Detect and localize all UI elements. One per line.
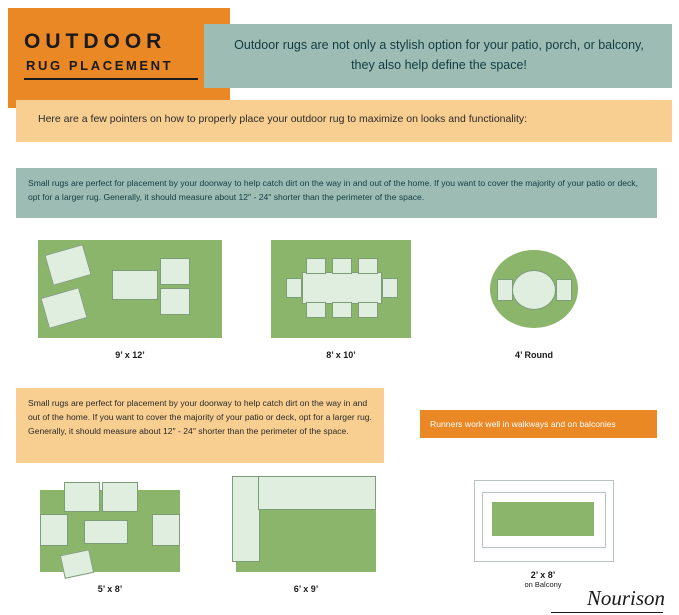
caption-6x9: 6’ x 9’ (293, 584, 319, 594)
sofa-center (112, 270, 158, 300)
dining-chair-top-2 (332, 258, 352, 274)
round-chair-right (556, 279, 572, 301)
dining-chair-right (382, 278, 398, 298)
pointers-banner (16, 100, 672, 142)
caption-2x8-sub: on Balcony (524, 580, 562, 589)
round-chair-left (497, 279, 513, 301)
sofa-5x8-top-1 (64, 482, 100, 512)
chair-right-top (160, 258, 190, 285)
intro-banner-text: Outdoor rugs are not only a stylish option for your patio, porch, or balcony, they also help define the space! (234, 38, 644, 72)
section2-note (16, 388, 384, 463)
section2-note-text: Small rugs are perfect for placement by your doorway to help catch dirt on the way in and out of the home. If you want to cover the majority of your patio or deck, opt for a larger rug. Generally, it should measure about 12″ - 24″ shorter than the perimeter of the space. (28, 398, 372, 436)
ottoman-5x8 (60, 549, 94, 579)
sofa-5x8-top-2 (102, 482, 138, 512)
brand-logo: Nourison (586, 586, 665, 610)
sectional-left-arm (232, 476, 260, 562)
dining-chair-bottom-3 (358, 302, 378, 318)
caption-9x12: 9’ x 12’ (115, 350, 145, 360)
section1-note-text: Small rugs are perfect for placement by your doorway to help catch dirt on the way in and out of the home. If you want to cover the majority of your patio or deck, opt for a larger rug. Generally, it should measure about 12″ - 24″ shorter than the perimeter of the space. (28, 178, 638, 202)
title-divider (24, 78, 198, 80)
brand-underline (551, 612, 663, 614)
caption-2x8-size: 2’ x 8’ (530, 570, 556, 580)
dining-chair-bottom-1 (306, 302, 326, 318)
intro-banner (204, 24, 672, 88)
page-title: OUTDOOR (24, 30, 167, 53)
dining-chair-top-1 (306, 258, 326, 274)
runner-note-text: Runners work well in walkways and on balconies (430, 419, 616, 429)
caption-4-round: 4’ Round (515, 350, 553, 360)
page-subtitle: RUG PLACEMENT (26, 58, 174, 73)
dining-chair-top-3 (358, 258, 378, 274)
dining-chair-left (286, 278, 302, 298)
round-table (512, 270, 556, 310)
sectional-back (258, 476, 376, 510)
rug-shape-runner (492, 502, 594, 536)
chair-5x8-left (40, 514, 68, 546)
chair-5x8-right (152, 514, 180, 546)
dining-table (302, 272, 382, 304)
chair-right-bottom (160, 288, 190, 315)
section1-note (16, 168, 657, 218)
caption-5x8: 5’ x 8’ (97, 584, 123, 594)
pointers-banner-text: Here are a few pointers on how to properly place your outdoor rug to maximize on looks and functionality: (38, 113, 528, 125)
coffee-table-5x8 (84, 520, 128, 544)
runner-note (420, 410, 657, 438)
caption-8x10: 8’ x 10’ (326, 350, 356, 360)
dining-chair-bottom-2 (332, 302, 352, 318)
